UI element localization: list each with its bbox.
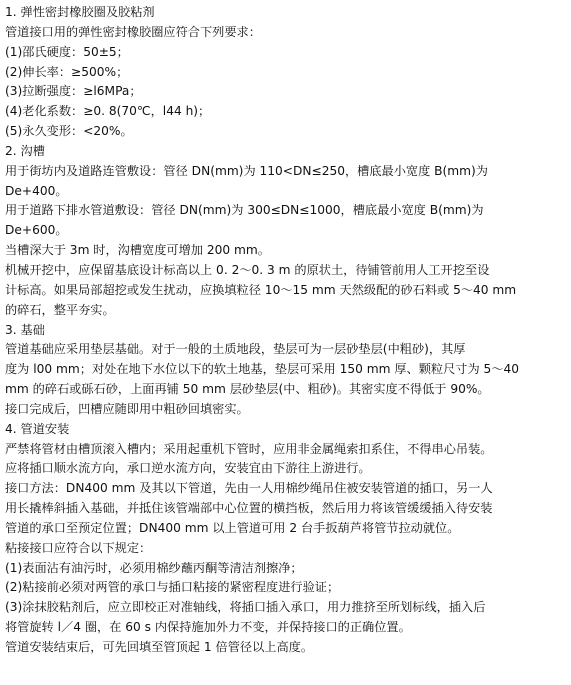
list-item: (1)表面沾有油污时，必须用棉纱蘸丙酮等清洁剂擦净；: [5, 560, 303, 575]
paragraph-line: 应将插口顺水流方向，承口逆水流方向，安装宜由下游往上游进行。: [5, 461, 371, 476]
paragraph-line: 度为 l00 mm；对处在地下水位以下的软土地基，垫层可采用 150 mm 厚、颗粒尺寸为 5～40: [5, 362, 519, 377]
paragraph-line: 计标高。如果局部超挖或发生扰动，应换填粒径 10～15 mm 天然级配的砂石料或 5～40 mm: [5, 282, 517, 297]
list-item: (2)伸长率：≥500%；: [5, 64, 129, 79]
paragraph-line: 严禁将管材由槽顶滚入槽内；采用起重机下管时，应用非金属绳索扣系住，不得串心吊装。: [5, 441, 493, 456]
paragraph-line: 管道的承口至预定位置；DN400 mm 以上管道可用 2 台手扳葫芦将管节拉动就位。: [5, 520, 460, 535]
paragraph-line: 管道安装结束后，可先回填至管顶起 1 倍管径以上高度。: [5, 640, 314, 654]
paragraph-line: 将管旋转 l／4 圈，在 60 s 内保持施加外力不变，并保持接口的正确位置。: [5, 620, 411, 635]
paragraph-line: 粘接接口应符合以下规定：: [5, 540, 152, 555]
section-heading-3: 3. 基础: [5, 322, 45, 337]
section-heading-2: 2. 沟槽: [5, 143, 45, 158]
paragraph-line: 管道基础应采用垫层基础。对于一般的土质地段，垫层可为一层砂垫层(中粗砂)，其厚: [5, 342, 466, 357]
list-item: (4)老化系数：≥0. 8(70℃，l44 h)；: [5, 104, 211, 119]
paragraph-line: 管道接口用的弹性密封橡胶圈应符合下列要求：: [5, 24, 261, 39]
paragraph-line: 当槽深大于 3m 时，沟槽宽度可增加 200 mm。: [5, 243, 270, 258]
paragraph-line: 的碎石，整平夯实。: [5, 302, 115, 317]
paragraph-line: De+600。: [5, 223, 68, 238]
paragraph-line: 接口完成后，凹槽应随即用中粗砂回填密实。: [5, 401, 249, 416]
list-item: (5)永久变形：<20%。: [5, 124, 133, 139]
paragraph-line: mm 的碎石或砾石砂，上面再铺 50 mm 层砂垫层(中、粗砂)。其密实度不得低于 90%。: [5, 382, 490, 397]
section-heading-4: 4. 管道安装: [5, 421, 70, 436]
paragraph-line: 用于道路下排水管道敷设：管径 DN(mm)为 300≤DN≤1000，槽底最小宽度 B(mm)为: [5, 203, 484, 218]
list-item: (3)拉断强度：≥l6MPa；: [5, 84, 142, 99]
paragraph-line: 接口方法：DN400 mm 及其以下管道，先由一人用棉纱绳吊住被安装管道的插口，另一人: [5, 481, 493, 496]
paragraph-line: De+400。: [5, 183, 68, 198]
paragraph-line: 机械开挖中，应保留基底设计标高以上 0. 2～0. 3 m 的原状土，待铺管前用人工开挖至设: [5, 262, 490, 277]
list-item: (3)涂抹胶粘剂后，应立即校正对准轴线，将插口插入承口，用力推挤至所划标线，插入后: [5, 600, 486, 615]
list-item: (1)邵氏硬度：50±5；: [5, 44, 129, 59]
list-item: (2)粘接前必须对两管的承口与插口粘接的紧密程度进行验证；: [5, 580, 340, 595]
paragraph-line: 用长撬棒斜插入基础，并抵住该管端部中心位置的横挡板，然后用力将该管缓缓插入待安装: [5, 501, 493, 516]
paragraph-line: 用于街坊内及道路连管敷设：管径 DN(mm)为 110<DN≤250，槽底最小宽度 B(mm)为: [5, 163, 488, 178]
section-heading-1: 1. 弹性密封橡胶圈及胶粘剂: [5, 5, 155, 19]
